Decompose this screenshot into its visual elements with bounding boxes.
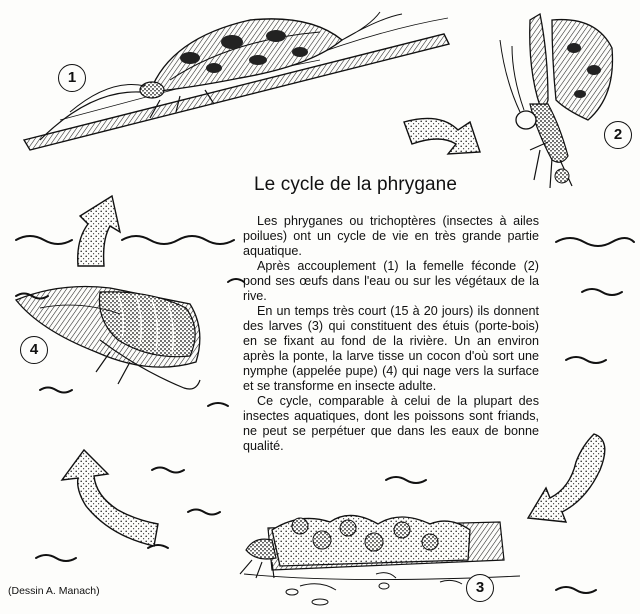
stage-number-4: 4 <box>20 336 48 364</box>
female-caddisfly-with-eggs <box>500 14 613 188</box>
page-title: Le cycle de la phrygane <box>254 174 457 195</box>
body-text <box>243 214 539 454</box>
pupa-swimming <box>16 287 200 390</box>
arrow-1-to-2 <box>404 118 480 154</box>
adult-caddisfly-on-twig <box>24 12 449 150</box>
illustration-credit: (Dessin A. Manach) <box>8 585 100 597</box>
arrow-4-to-1 <box>78 196 120 266</box>
paragraph-water-quality: Ce cycle, comparable à celui de la plupart des insectes aquatiques, dont les poissons sont friands, ne peut se perpétuer que dans les eaux de bonne qualité. <box>243 394 539 453</box>
stage-number-2: 2 <box>604 121 632 149</box>
paragraph-mating: Après accouplement (1) la femelle féconde (2) pond ses œufs dans l'eau ou sur les végétaux de la rive. <box>243 259 539 303</box>
arrow-2-to-3 <box>528 434 605 522</box>
paragraph-intro: Les phryganes ou trichoptères (insectes à ailes poilues) ont un cycle de vie en très grande partie aquatique. <box>243 214 539 258</box>
arrow-3-to-4 <box>62 450 158 546</box>
stage-number-1: 1 <box>58 64 86 92</box>
stage-number-3: 3 <box>466 574 494 602</box>
paragraph-larvae: En un temps très court (15 à 20 jours) ils donnent des larves (3) qui constituent des étuis (porte-bois) en se fixant au fond de la rivière. Un an environ après la ponte, la larve tisse un cocon d'où sort une nymphe (appelée pupe) (4) qui nage vers la surface et se transforme en insecte adulte. <box>243 304 539 393</box>
